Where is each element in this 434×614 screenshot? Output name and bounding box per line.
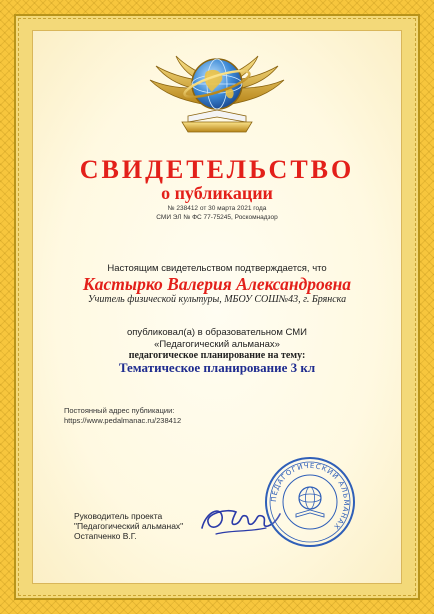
recipient-position: Учитель физической культуры, МБОУ СОШ№43, г. Брянска	[87, 294, 347, 305]
publication-topic: Тематическое планирование 3 кл	[118, 360, 316, 375]
recipient-name: Кастырко Валерия Александровна	[82, 274, 352, 294]
head-project: "Педагогический альманах"	[74, 521, 184, 531]
address-label: Постоянный адрес публикации:	[64, 406, 175, 415]
topic-label: педагогическое планирование на тему:	[128, 350, 306, 361]
certificate-subtitle: о публикации	[161, 183, 273, 203]
published-line: опубликовал(а) в образовательном СМИ	[126, 327, 308, 338]
media-license: СМИ ЭЛ № ФС 77-75245, Роскомнадзор	[156, 214, 278, 221]
confirmation-text: Настоящим свидетельством подтверждается, что	[107, 263, 327, 274]
stamp-text: ПЕДАГОГИЧЕСКИЙ АЛЬМАНАХ	[269, 461, 351, 532]
head-name: Остапченко В.Г.	[74, 531, 137, 541]
journal-name: «Педагогический альманах»	[154, 339, 280, 350]
head-title: Руководитель проекта	[74, 511, 163, 521]
publication-url[interactable]: https://www.pedalmanac.ru/238412	[64, 416, 182, 425]
round-seal-icon	[264, 456, 356, 548]
certificate-title: СВИДЕТЕЛЬСТВО	[79, 155, 355, 184]
globe-emblem-icon	[142, 42, 292, 142]
registration-number: № 238412 от 30 марта 2021 года	[167, 205, 267, 212]
